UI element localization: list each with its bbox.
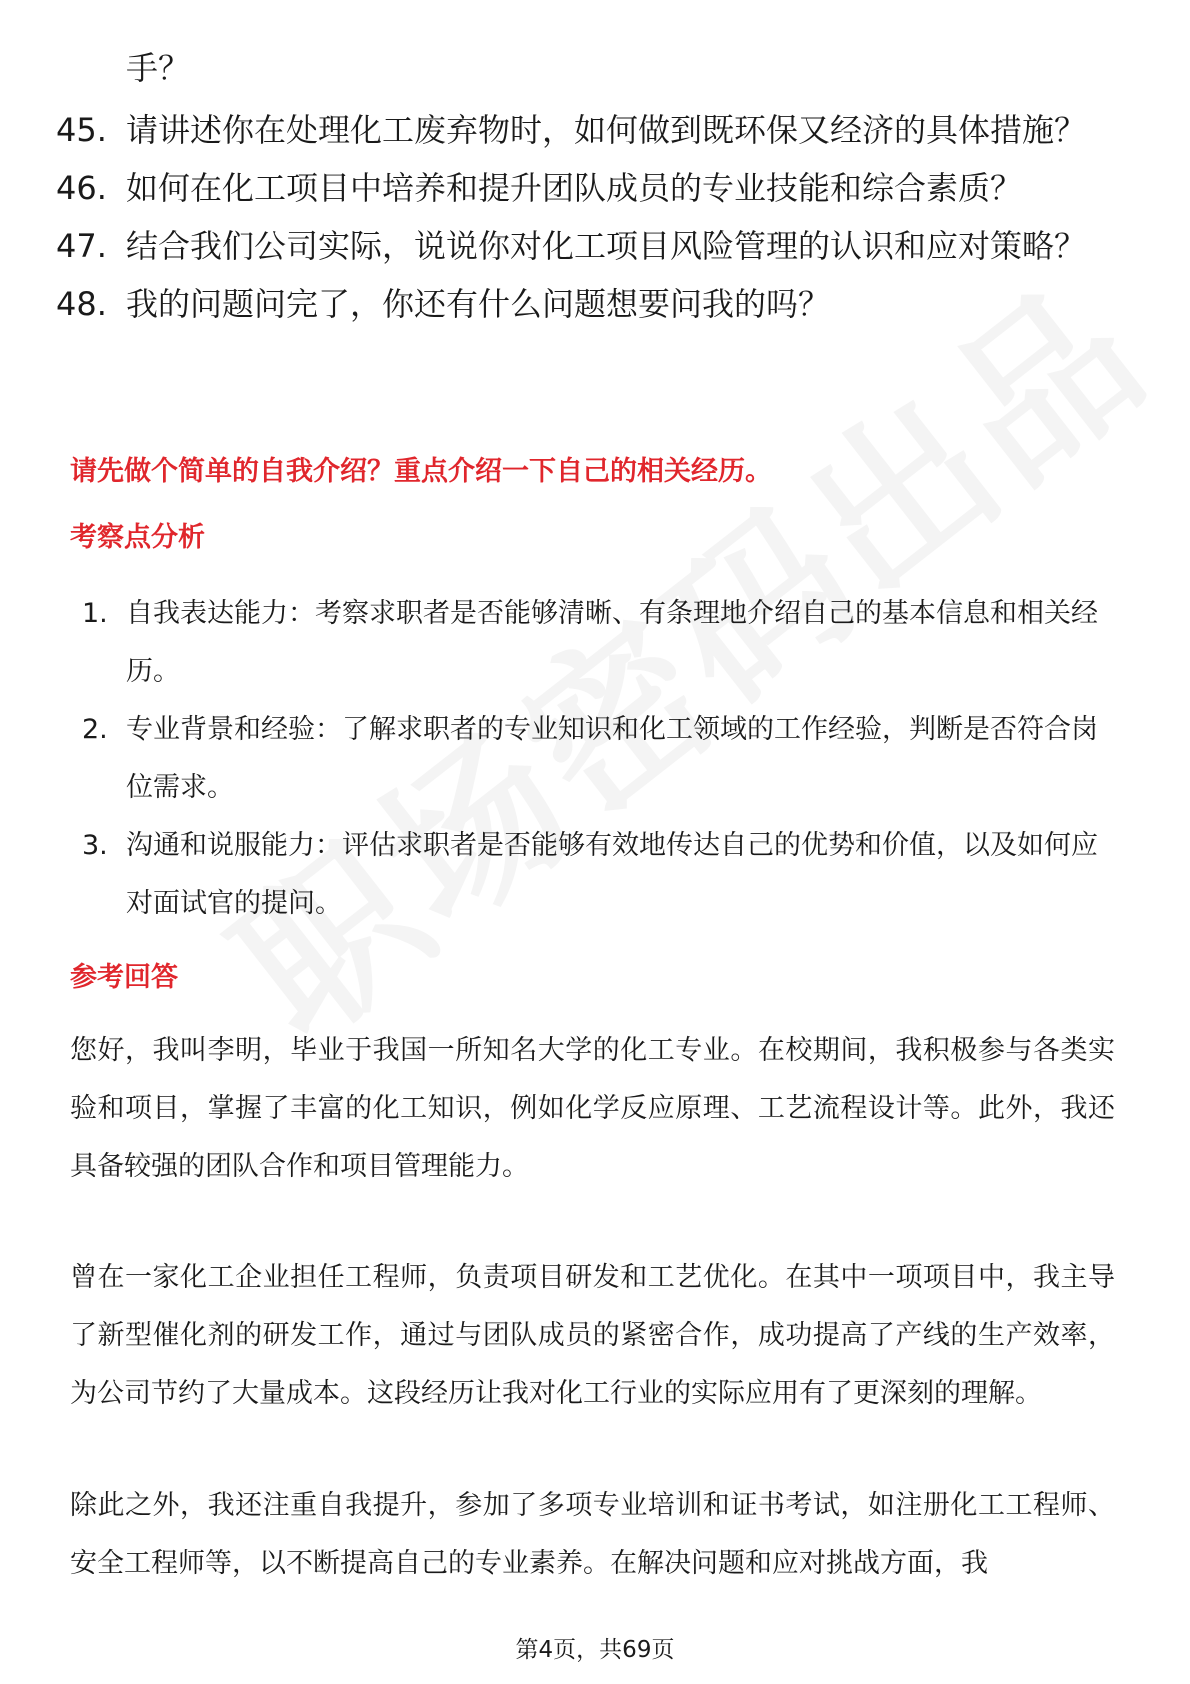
analysis-number: 2. bbox=[82, 714, 108, 745]
analysis-number: 1. bbox=[82, 598, 108, 629]
question-item bbox=[56, 164, 1116, 212]
question-number: 48. bbox=[56, 285, 107, 323]
question-item bbox=[56, 222, 1116, 270]
question-number: 46. bbox=[56, 169, 107, 207]
answer-paragraph: 除此之外，我还注重自我提升，参加了多项专业培训和证书考试，如注册化工工程师、安全工程师等，以不断提高自己的专业素养。在解决问题和应对挑战方面，我 bbox=[70, 1490, 1115, 1579]
question-text: 结合我们公司实际，说说你对化工项目风险管理的认识和应对策略？ bbox=[126, 227, 1087, 265]
question-item bbox=[56, 106, 1116, 154]
question-number: 45. bbox=[56, 111, 107, 149]
analysis-text: 专业背景和经验：了解求职者的专业知识和化工领域的工作经验，判断是否符合岗位需求。 bbox=[126, 714, 1098, 803]
analysis-number: 3. bbox=[82, 830, 108, 861]
analysis-item bbox=[82, 701, 1112, 817]
answer-heading: 参考回答 bbox=[70, 962, 178, 993]
main-question-heading: 请先做个简单的自我介绍？重点介绍一下自己的相关经历。 bbox=[70, 456, 772, 487]
question-text: 我的问题问完了，你还有什么问题想要问我的吗？ bbox=[126, 285, 831, 323]
page-footer: 第4页，共69页 bbox=[515, 1637, 675, 1663]
analysis-item bbox=[82, 585, 1112, 701]
answer-paragraph: 您好，我叫李明，毕业于我国一所知名大学的化工专业。在校期间，我积极参与各类实验和项目，掌握了丰富的化工知识，例如化学反应原理、工艺流程设计等。此外，我还具备较强的团队合作和项目管理能力。 bbox=[70, 1035, 1115, 1182]
question-text: 请讲述你在处理化工废弃物时，如何做到既环保又经济的具体措施？ bbox=[126, 111, 1087, 149]
answer-paragraph: 曾在一家化工企业担任工程师，负责项目研发和工艺优化。在其中一项项目中，我主导了新型催化剂的研发工作，通过与团队成员的紧密合作，成功提高了产线的生产效率，为公司节约了大量成本。这段经历让我对化工行业的实际应用有了更深刻的理解。 bbox=[70, 1262, 1115, 1409]
analysis-item bbox=[82, 817, 1112, 933]
question-number: 47. bbox=[56, 227, 107, 265]
question-item bbox=[56, 280, 1116, 328]
analysis-text: 自我表达能力：考察求职者是否能够清晰、有条理地介绍自己的基本信息和相关经历。 bbox=[126, 598, 1098, 687]
analysis-heading: 考察点分析 bbox=[70, 522, 205, 553]
question-list bbox=[56, 106, 1116, 338]
question-continuation: 手？ bbox=[126, 49, 191, 87]
analysis-text: 沟通和说服能力：评估求职者是否能够有效地传达自己的优势和价值，以及如何应对面试官的提问。 bbox=[126, 830, 1098, 919]
analysis-list bbox=[82, 585, 1112, 933]
question-text: 如何在化工项目中培养和提升团队成员的专业技能和综合素质？ bbox=[126, 169, 1023, 207]
